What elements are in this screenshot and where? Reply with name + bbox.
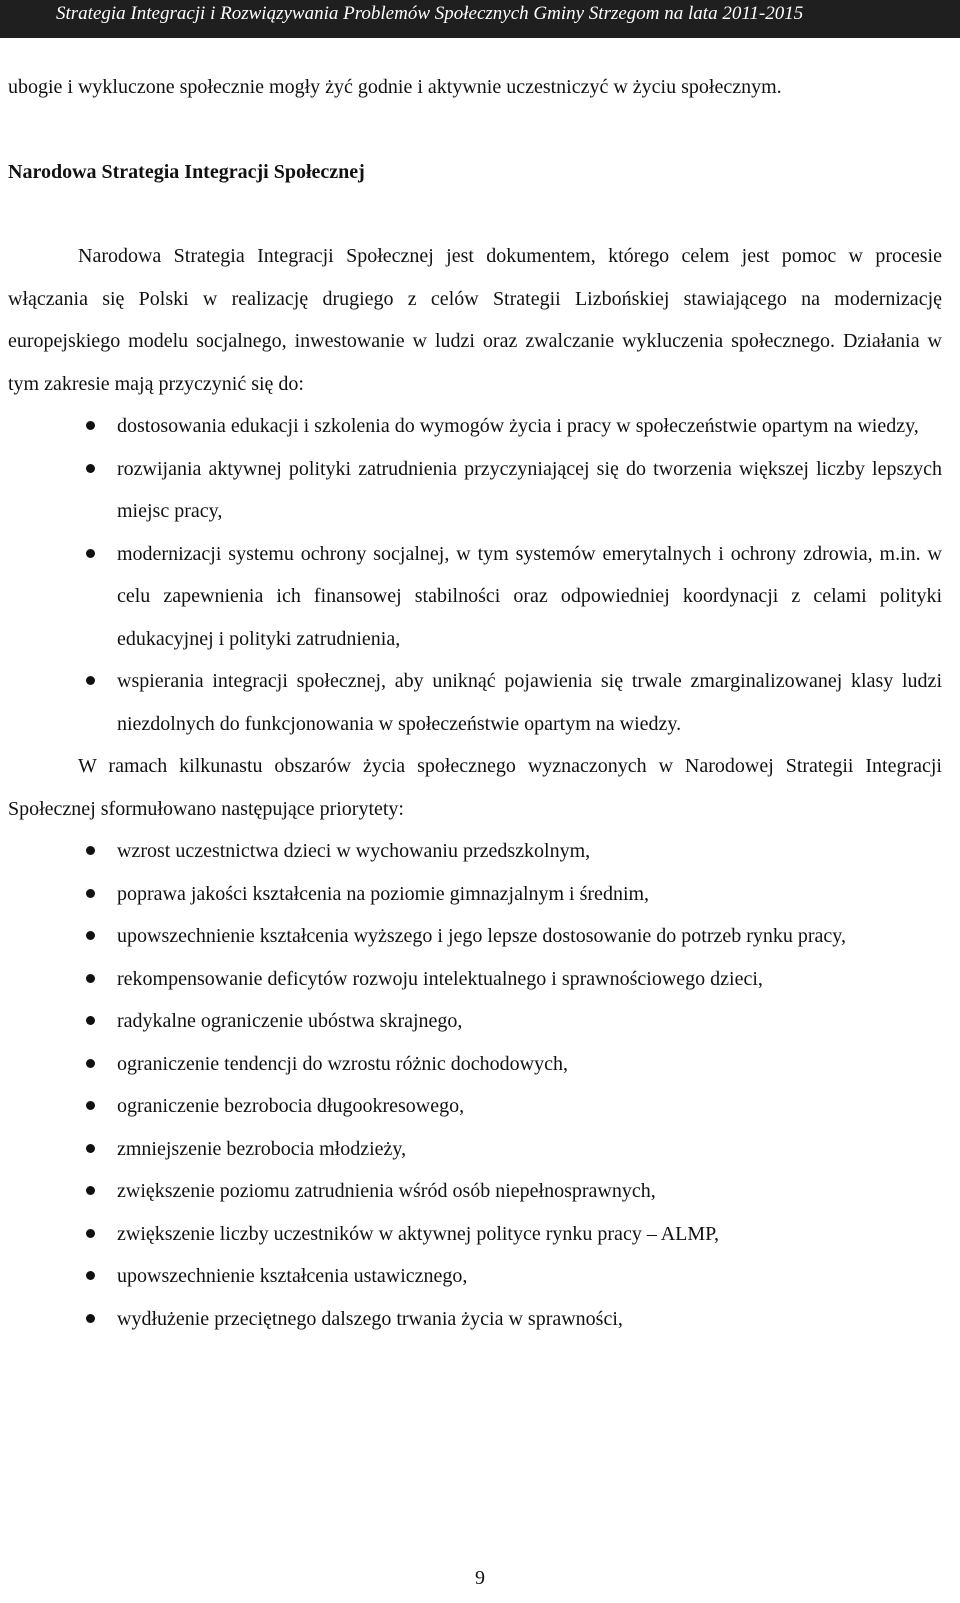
list-item-text: rozwijania aktywnej polityki zatrudnienia przyczyniającej się do tworzenia większej liczby lepszych miejsc pracy, [117, 457, 942, 522]
list-item-text: modernizacji systemu ochrony socjalnej, w tym systemów emerytalnych i ochrony zdrowia, m.in. w celu zapewnienia ich finansowej stabilności oraz odpowiedniej koordynacji z celami polityki edukacyjnej i polityki zatrudnienia, [117, 542, 942, 650]
priorities-list [8, 830, 942, 1340]
list-item [8, 533, 942, 661]
list-item [8, 1000, 942, 1043]
list-item-text: zmniejszenie bezrobocia młodzieży, [117, 1137, 407, 1160]
list-item-text: zwiększenie poziomu zatrudnienia wśród osób niepełnosprawnych, [117, 1180, 656, 1202]
list-item [8, 1255, 942, 1298]
header-title: Strategia Integracji i Rozwiązywania Problemów Społecznych Gminy Strzegom na lata 2011-2015 [56, 3, 804, 24]
list-item [8, 1128, 942, 1171]
list-item [8, 1170, 942, 1213]
list-item-text: wzrost uczestnictwa dzieci w wychowaniu przedszkolnym, [117, 840, 591, 862]
list-item [8, 405, 942, 448]
list-item [8, 915, 942, 958]
list-item-text: dostosowania edukacji i szkolenia do wymogów życia i pracy w społeczeństwie opartym na wiedzy, [117, 415, 919, 437]
bullet-icon [86, 1016, 95, 1025]
list-item [8, 1213, 942, 1256]
section-heading: Narodowa Strategia Integracji Społecznej [8, 160, 365, 183]
strategy-paragraph: Narodowa Strategia Integracji Społecznej jest dokumentem, którego celem jest pomoc w procesie włączania się Polski w realizację drugiego z celów Strategii Lizbońskiej stawiającego na modernizację europejskiego modelu socjalnego, inwestowanie w ludzi oraz zwalczanie wykluczenia społecznego. Działania w tym zakresie mają przyczynić się do: [8, 245, 942, 395]
bullet-icon [86, 421, 95, 430]
list-item-text: poprawa jakości kształcenia na poziomie gimnazjalnym i średnim, [117, 882, 650, 905]
list-item [8, 1298, 942, 1341]
list-item [8, 958, 942, 1001]
list-item-text: radykalne ograniczenie ubóstwa skrajnego, [117, 1010, 463, 1032]
intro-paragraph: ubogie i wykluczone społecznie mogły żyć godnie i aktywnie uczestniczyć w życiu społecznym. [8, 76, 782, 98]
bullet-icon [86, 1229, 95, 1238]
bullet-icon [86, 1059, 95, 1068]
priorities-paragraph: W ramach kilkunastu obszarów życia społecznego wyznaczonych w Narodowej Strategii Integracji Społecznej sformułowano następujące priorytety: [8, 755, 942, 820]
bullet-icon [86, 1314, 95, 1323]
list-item-text: upowszechnienie kształcenia wyższego i jego lepsze dostosowanie do potrzeb rynku pracy, [117, 925, 847, 947]
bullet-icon [86, 1186, 95, 1195]
actions-list [8, 405, 942, 745]
list-item-text: wydłużenie przeciętnego dalszego trwania życia w sprawności, [117, 1307, 623, 1330]
list-item [8, 1043, 942, 1086]
bullet-icon [86, 549, 95, 558]
list-item-text: upowszechnienie kształcenia ustawicznego, [117, 1265, 468, 1287]
bullet-icon [86, 1271, 95, 1280]
bullet-icon [86, 1101, 95, 1110]
list-item-text: ograniczenie tendencji do wzrostu różnic dochodowych, [117, 1052, 568, 1075]
list-item [8, 830, 942, 873]
bullet-icon [86, 889, 95, 898]
page-number: 9 [475, 1567, 485, 1589]
list-item [8, 873, 942, 916]
bullet-icon [86, 1144, 95, 1153]
list-item-text: zwiększenie liczby uczestników w aktywnej polityce rynku pracy – ALMP, [117, 1222, 720, 1245]
page-content [8, 66, 942, 1340]
bullet-icon [86, 846, 95, 855]
list-item [8, 1085, 942, 1128]
document-header [0, 0, 960, 38]
bullet-icon [86, 974, 95, 983]
list-item [8, 448, 942, 533]
list-item-text: rekompensowanie deficytów rozwoju intelektualnego i sprawnościowego dzieci, [117, 967, 763, 990]
list-item-text: wspierania integracji społecznej, aby uniknąć pojawienia się trwale zmarginalizowanej klasy ludzi niezdolnych do funkcjonowania w społeczeństwie opartym na wiedzy. [117, 670, 942, 735]
bullet-icon [86, 676, 95, 685]
bullet-icon [86, 931, 95, 940]
list-item [8, 660, 942, 745]
list-item-text: ograniczenie bezrobocia długookresowego, [117, 1095, 465, 1117]
bullet-icon [86, 464, 95, 473]
